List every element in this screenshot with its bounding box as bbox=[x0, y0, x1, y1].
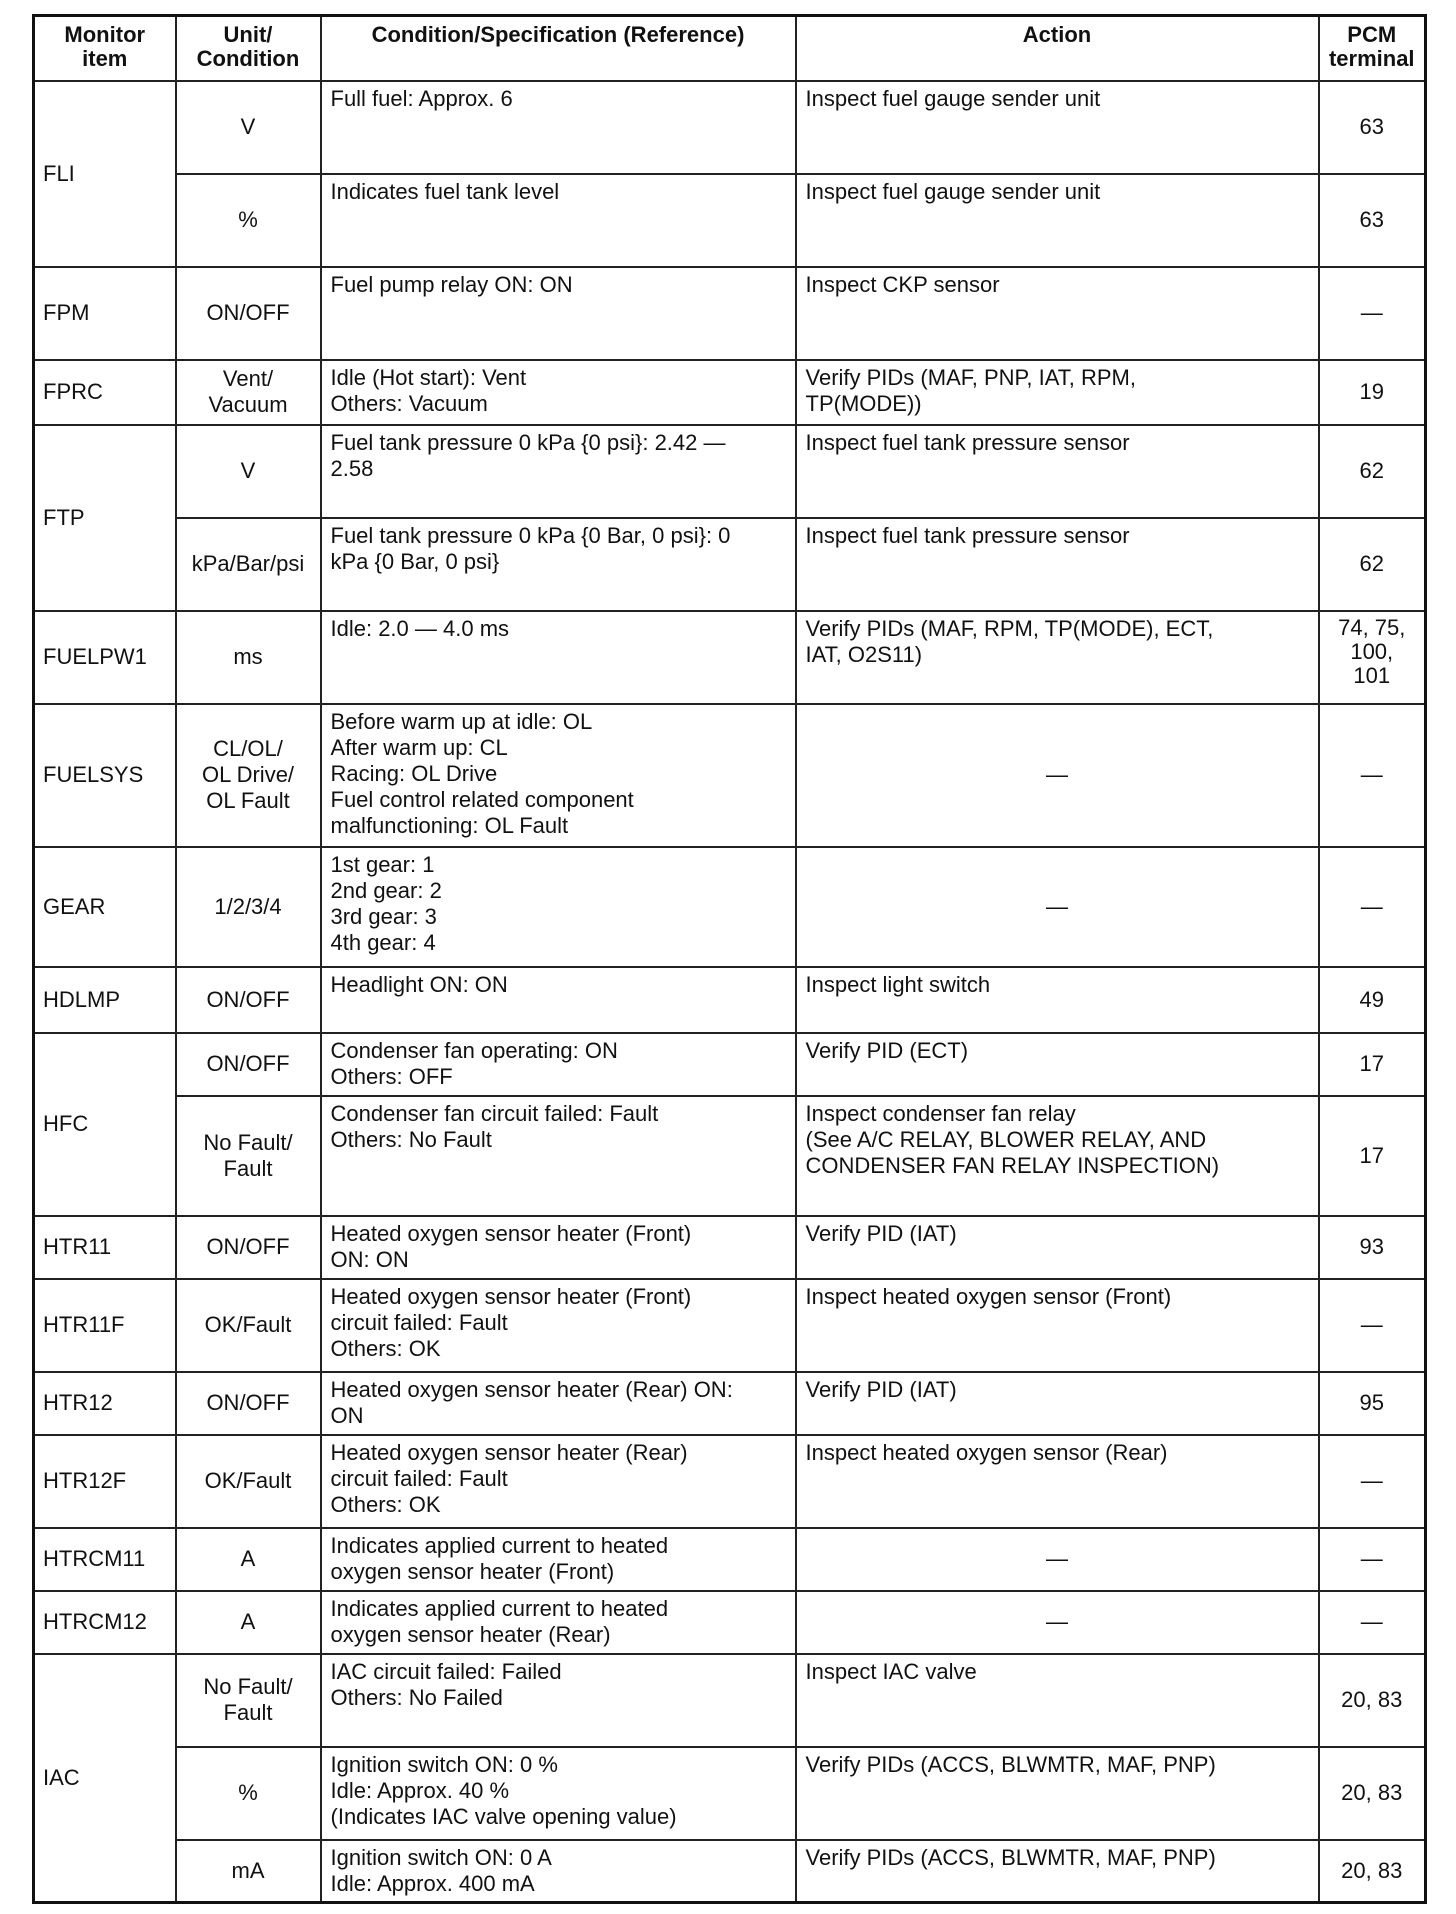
unit-cell: Vent/ Vacuum bbox=[176, 360, 321, 425]
monitor-item: IAC bbox=[34, 1654, 176, 1903]
table-row bbox=[34, 1033, 1426, 1096]
unit-cell: V bbox=[176, 81, 321, 174]
pcm-terminal-cell: — bbox=[1319, 704, 1426, 847]
unit-cell: mA bbox=[176, 1840, 321, 1903]
unit-cell: OK/Fault bbox=[176, 1279, 321, 1372]
unit-cell: A bbox=[176, 1528, 321, 1591]
condition-cell: Heated oxygen sensor heater (Rear) ON: ON bbox=[321, 1372, 796, 1435]
action-cell: Verify PID (IAT) bbox=[796, 1372, 1319, 1435]
condition-cell: Fuel tank pressure 0 kPa {0 Bar, 0 psi}: 0 kPa {0 Bar, 0 psi} bbox=[321, 518, 796, 611]
monitor-item: HTR11 bbox=[34, 1216, 176, 1279]
condition-cell: Ignition switch ON: 0 % Idle: Approx. 40 % (Indicates IAC valve opening value) bbox=[321, 1747, 796, 1840]
action-cell: — bbox=[796, 1528, 1319, 1591]
unit-cell: ON/OFF bbox=[176, 1033, 321, 1096]
pcm-terminal-cell: — bbox=[1319, 267, 1426, 360]
unit-cell: CL/OL/ OL Drive/ OL Fault bbox=[176, 704, 321, 847]
action-cell: — bbox=[796, 704, 1319, 847]
pcm-terminal-cell: 17 bbox=[1319, 1096, 1426, 1216]
unit-cell: ON/OFF bbox=[176, 1372, 321, 1435]
condition-cell: Indicates applied current to heated oxygen sensor heater (Front) bbox=[321, 1528, 796, 1591]
unit-cell: OK/Fault bbox=[176, 1435, 321, 1528]
monitor-item: FUELPW1 bbox=[34, 611, 176, 704]
action-cell: Verify PIDs (MAF, RPM, TP(MODE), ECT, IAT, O2S11) bbox=[796, 611, 1319, 704]
unit-cell: ON/OFF bbox=[176, 1216, 321, 1279]
header-action: Action bbox=[796, 16, 1319, 81]
unit-cell: ON/OFF bbox=[176, 967, 321, 1033]
table-row bbox=[34, 1591, 1426, 1654]
pcm-terminal-cell: 20, 83 bbox=[1319, 1654, 1426, 1747]
unit-cell: No Fault/ Fault bbox=[176, 1654, 321, 1747]
unit-cell: ON/OFF bbox=[176, 267, 321, 360]
unit-cell: % bbox=[176, 174, 321, 267]
monitor-item: HTR11F bbox=[34, 1279, 176, 1372]
unit-cell: % bbox=[176, 1747, 321, 1840]
header-row bbox=[34, 16, 1426, 81]
pcm-terminal-cell: 63 bbox=[1319, 174, 1426, 267]
unit-cell: ms bbox=[176, 611, 321, 704]
condition-cell: Idle: 2.0 — 4.0 ms bbox=[321, 611, 796, 704]
table-row bbox=[34, 425, 1426, 518]
pid-monitor-table-page bbox=[32, 14, 1424, 1904]
pcm-terminal-cell: — bbox=[1319, 1279, 1426, 1372]
monitor-item: FLI bbox=[34, 81, 176, 267]
condition-cell: Fuel tank pressure 0 kPa {0 psi}: 2.42 — 2.58 bbox=[321, 425, 796, 518]
condition-cell: Heated oxygen sensor heater (Rear) circuit failed: Fault Others: OK bbox=[321, 1435, 796, 1528]
condition-cell: Idle (Hot start): Vent Others: Vacuum bbox=[321, 360, 796, 425]
table-row bbox=[34, 1747, 1426, 1840]
pcm-terminal-cell: 74, 75, 100, 101 bbox=[1319, 611, 1426, 704]
monitor-item: FPM bbox=[34, 267, 176, 360]
header-condition: Condition/Specification (Reference) bbox=[321, 16, 796, 81]
condition-cell: IAC circuit failed: Failed Others: No Failed bbox=[321, 1654, 796, 1747]
table-row bbox=[34, 1279, 1426, 1372]
condition-cell: Condenser fan circuit failed: Fault Others: No Fault bbox=[321, 1096, 796, 1216]
action-cell: Inspect IAC valve bbox=[796, 1654, 1319, 1747]
condition-cell: Full fuel: Approx. 6 bbox=[321, 81, 796, 174]
unit-cell: V bbox=[176, 425, 321, 518]
header-pcm-terminal: PCM terminal bbox=[1319, 16, 1426, 81]
monitor-item: FUELSYS bbox=[34, 704, 176, 847]
monitor-item: HFC bbox=[34, 1033, 176, 1216]
table-row bbox=[34, 1435, 1426, 1528]
table-row bbox=[34, 81, 1426, 174]
action-cell: Inspect condenser fan relay (See A/C RELAY, BLOWER RELAY, AND CONDENSER FAN RELAY INSPECTION) bbox=[796, 1096, 1319, 1216]
pid-monitor-table bbox=[32, 14, 1427, 1904]
table-row bbox=[34, 1216, 1426, 1279]
table-row bbox=[34, 360, 1426, 425]
table-row bbox=[34, 1654, 1426, 1747]
monitor-item: FPRC bbox=[34, 360, 176, 425]
pcm-terminal-cell: — bbox=[1319, 1435, 1426, 1528]
pcm-terminal-cell: 19 bbox=[1319, 360, 1426, 425]
condition-cell: Heated oxygen sensor heater (Front) ON: ON bbox=[321, 1216, 796, 1279]
table-row bbox=[34, 1840, 1426, 1903]
pcm-terminal-cell: 93 bbox=[1319, 1216, 1426, 1279]
condition-cell: Condenser fan operating: ON Others: OFF bbox=[321, 1033, 796, 1096]
pcm-terminal-cell: — bbox=[1319, 847, 1426, 967]
action-cell: Verify PID (ECT) bbox=[796, 1033, 1319, 1096]
pcm-terminal-cell: 20, 83 bbox=[1319, 1840, 1426, 1903]
table-row bbox=[34, 267, 1426, 360]
table-row bbox=[34, 1096, 1426, 1216]
table-row bbox=[34, 704, 1426, 847]
action-cell: Verify PID (IAT) bbox=[796, 1216, 1319, 1279]
pcm-terminal-cell: 17 bbox=[1319, 1033, 1426, 1096]
action-cell: — bbox=[796, 1591, 1319, 1654]
action-cell: Inspect light switch bbox=[796, 967, 1319, 1033]
table-row bbox=[34, 518, 1426, 611]
unit-cell: A bbox=[176, 1591, 321, 1654]
action-cell: Inspect heated oxygen sensor (Front) bbox=[796, 1279, 1319, 1372]
table-row bbox=[34, 174, 1426, 267]
pcm-terminal-cell: 20, 83 bbox=[1319, 1747, 1426, 1840]
monitor-item: HTR12F bbox=[34, 1435, 176, 1528]
condition-cell: 1st gear: 1 2nd gear: 2 3rd gear: 3 4th gear: 4 bbox=[321, 847, 796, 967]
monitor-item: HTRCM12 bbox=[34, 1591, 176, 1654]
pcm-terminal-cell: — bbox=[1319, 1591, 1426, 1654]
condition-cell: Before warm up at idle: OL After warm up: CL Racing: OL Drive Fuel control related component malfunctioning: OL Fault bbox=[321, 704, 796, 847]
pcm-terminal-cell: — bbox=[1319, 1528, 1426, 1591]
monitor-item: HTRCM11 bbox=[34, 1528, 176, 1591]
condition-cell: Ignition switch ON: 0 A Idle: Approx. 400 mA bbox=[321, 1840, 796, 1903]
action-cell: Inspect fuel gauge sender unit bbox=[796, 174, 1319, 267]
monitor-item: FTP bbox=[34, 425, 176, 611]
action-cell: Inspect fuel tank pressure sensor bbox=[796, 518, 1319, 611]
condition-cell: Heated oxygen sensor heater (Front) circuit failed: Fault Others: OK bbox=[321, 1279, 796, 1372]
action-cell: Inspect CKP sensor bbox=[796, 267, 1319, 360]
pcm-terminal-cell: 95 bbox=[1319, 1372, 1426, 1435]
unit-cell: kPa/Bar/psi bbox=[176, 518, 321, 611]
action-cell: Verify PIDs (MAF, PNP, IAT, RPM, TP(MODE)) bbox=[796, 360, 1319, 425]
action-cell: Inspect fuel tank pressure sensor bbox=[796, 425, 1319, 518]
header-unit-condition: Unit/ Condition bbox=[176, 16, 321, 81]
pcm-terminal-cell: 63 bbox=[1319, 81, 1426, 174]
header-monitor-item: Monitor item bbox=[34, 16, 176, 81]
monitor-item: HTR12 bbox=[34, 1372, 176, 1435]
condition-cell: Indicates applied current to heated oxygen sensor heater (Rear) bbox=[321, 1591, 796, 1654]
monitor-item: GEAR bbox=[34, 847, 176, 967]
table-row bbox=[34, 847, 1426, 967]
pcm-terminal-cell: 62 bbox=[1319, 425, 1426, 518]
condition-cell: Indicates fuel tank level bbox=[321, 174, 796, 267]
action-cell: Verify PIDs (ACCS, BLWMTR, MAF, PNP) bbox=[796, 1747, 1319, 1840]
condition-cell: Fuel pump relay ON: ON bbox=[321, 267, 796, 360]
pcm-terminal-cell: 62 bbox=[1319, 518, 1426, 611]
action-cell: Inspect fuel gauge sender unit bbox=[796, 81, 1319, 174]
pcm-terminal-cell: 49 bbox=[1319, 967, 1426, 1033]
table-row bbox=[34, 1528, 1426, 1591]
unit-cell: No Fault/ Fault bbox=[176, 1096, 321, 1216]
monitor-item: HDLMP bbox=[34, 967, 176, 1033]
action-cell: Inspect heated oxygen sensor (Rear) bbox=[796, 1435, 1319, 1528]
action-cell: Verify PIDs (ACCS, BLWMTR, MAF, PNP) bbox=[796, 1840, 1319, 1903]
action-cell: — bbox=[796, 847, 1319, 967]
table-row bbox=[34, 1372, 1426, 1435]
condition-cell: Headlight ON: ON bbox=[321, 967, 796, 1033]
table-row bbox=[34, 611, 1426, 704]
unit-cell: 1/2/3/4 bbox=[176, 847, 321, 967]
table-row bbox=[34, 967, 1426, 1033]
